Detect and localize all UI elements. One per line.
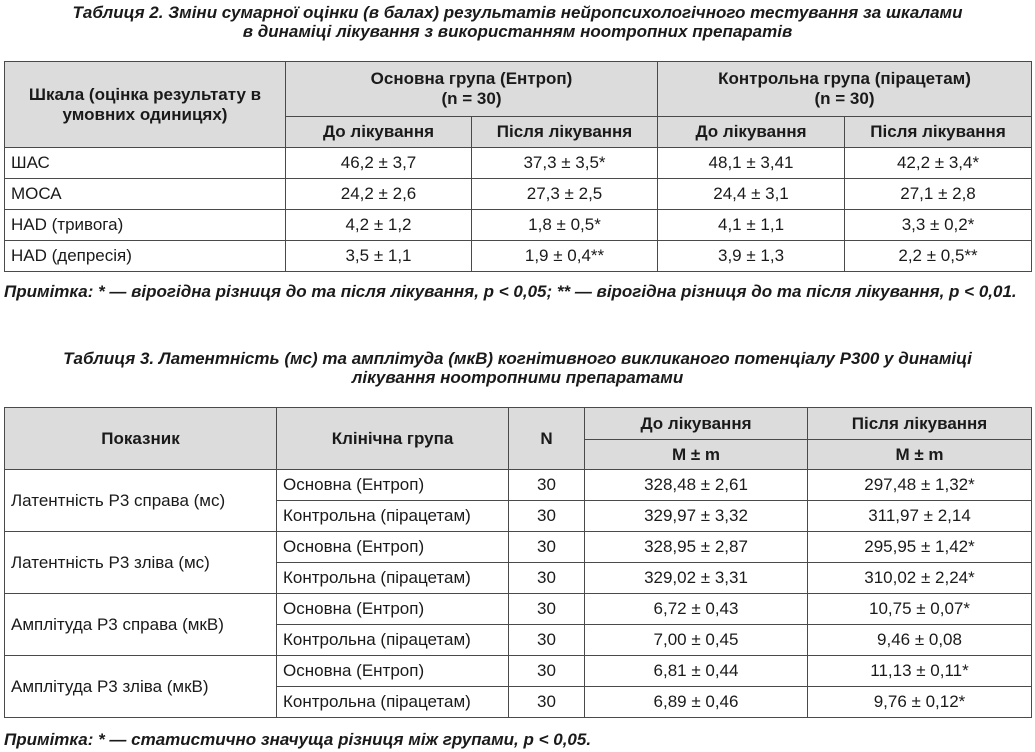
n-cell: 30: [509, 501, 585, 532]
table2-header-control-group-n: (n = 30): [814, 89, 875, 108]
n-cell: 30: [509, 687, 585, 718]
value-cell: 4,2 ± 1,2: [286, 210, 472, 241]
scale-cell: HAD (тривога): [5, 210, 286, 241]
scale-cell: HAD (депресія): [5, 241, 286, 272]
value-cell: 37,3 ± 3,5*: [472, 148, 658, 179]
table3-caption-line1: Таблиця 3. Латентність (мс) та амплітуда (мкВ) когнітивного викликаного потенціалу Р300 у динаміці: [63, 349, 972, 368]
value-cell: 3,9 ± 1,3: [658, 241, 845, 272]
value-cell: 328,95 ± 2,87: [585, 532, 808, 563]
table2-header-before: До лікування: [286, 117, 472, 148]
value-cell: 6,72 ± 0,43: [585, 594, 808, 625]
n-cell: 30: [509, 594, 585, 625]
table3-header-mm: M ± m: [585, 440, 808, 470]
table3-header-indicator: Показник: [5, 408, 277, 470]
table-row: [5, 594, 1032, 625]
table3-note: Примітка: * — статистично значуща різниця між групами, р < 0,05.: [4, 730, 592, 749]
value-cell: 46,2 ± 3,7: [286, 148, 472, 179]
value-cell: 9,46 ± 0,08: [808, 625, 1032, 656]
group-cell: Основна (Ентроп): [277, 470, 509, 501]
value-cell: 3,5 ± 1,1: [286, 241, 472, 272]
value-cell: 27,3 ± 2,5: [472, 179, 658, 210]
table3-header-after: Після лікування: [808, 408, 1032, 440]
value-cell: 7,00 ± 0,45: [585, 625, 808, 656]
value-cell: 311,97 ± 2,14: [808, 501, 1032, 532]
table3-header-before: До лікування: [585, 408, 808, 440]
value-cell: 48,1 ± 3,41: [658, 148, 845, 179]
table3-header-mm: M ± m: [808, 440, 1032, 470]
table2: [4, 61, 1032, 272]
table-row: [5, 241, 1032, 272]
value-cell: 1,9 ± 0,4**: [472, 241, 658, 272]
table-row: [5, 470, 1032, 501]
indicator-cell: Латентність Р3 зліва (мс): [5, 532, 277, 594]
indicator-cell: Латентність Р3 справа (мс): [5, 470, 277, 532]
indicator-cell: Амплітуда Р3 зліва (мкВ): [5, 656, 277, 718]
n-cell: 30: [509, 470, 585, 501]
group-cell: Контрольна (пірацетам): [277, 501, 509, 532]
value-cell: 3,3 ± 0,2*: [845, 210, 1032, 241]
n-cell: 30: [509, 656, 585, 687]
table3: [4, 407, 1032, 718]
scale-cell: ШАС: [5, 148, 286, 179]
group-cell: Основна (Ентроп): [277, 594, 509, 625]
table2-header-main-group-name: Основна група (Ентроп): [370, 69, 573, 88]
value-cell: 27,1 ± 2,8: [845, 179, 1032, 210]
group-cell: Контрольна (пірацетам): [277, 625, 509, 656]
group-cell: Основна (Ентроп): [277, 532, 509, 563]
value-cell: 10,75 ± 0,07*: [808, 594, 1032, 625]
n-cell: 30: [509, 563, 585, 594]
value-cell: 24,4 ± 3,1: [658, 179, 845, 210]
table2-header-after: Після лікування: [472, 117, 658, 148]
table2-header-control-group-name: Контрольна група (пірацетам): [718, 69, 971, 88]
value-cell: 328,48 ± 2,61: [585, 470, 808, 501]
value-cell: 310,02 ± 2,24*: [808, 563, 1032, 594]
value-cell: 329,02 ± 3,31: [585, 563, 808, 594]
table2-header-scale: Шкала (оцінка результату в умовних одиницях): [5, 62, 286, 148]
value-cell: 24,2 ± 2,6: [286, 179, 472, 210]
table-row: [5, 656, 1032, 687]
value-cell: 4,1 ± 1,1: [658, 210, 845, 241]
table2-caption-line1: Таблиця 2. Зміни сумарної оцінки (в балах) результатів нейропсихологічного тестування за шкалами: [72, 3, 963, 22]
n-cell: 30: [509, 625, 585, 656]
table2-caption-line2: в динаміці лікування з використанням ноотропних препаратів: [242, 22, 793, 41]
table2-header-main-group-n: (n = 30): [441, 89, 502, 108]
value-cell: 9,76 ± 0,12*: [808, 687, 1032, 718]
group-cell: Контрольна (пірацетам): [277, 687, 509, 718]
table3-header-n: N: [509, 408, 585, 470]
group-cell: Основна (Ентроп): [277, 656, 509, 687]
value-cell: 329,97 ± 3,32: [585, 501, 808, 532]
value-cell: 2,2 ± 0,5**: [845, 241, 1032, 272]
n-cell: 30: [509, 532, 585, 563]
table3-caption-line2: лікування ноотропними препаратами: [351, 368, 684, 387]
table2-header-before: До лікування: [658, 117, 845, 148]
scale-cell: МОСА: [5, 179, 286, 210]
table2-header-main-group: [286, 62, 658, 117]
group-cell: Контрольна (пірацетам): [277, 563, 509, 594]
table2-header-control-group: [658, 62, 1032, 117]
value-cell: 6,89 ± 0,46: [585, 687, 808, 718]
table3-caption: [4, 349, 1031, 387]
table-row: [5, 148, 1032, 179]
value-cell: 6,81 ± 0,44: [585, 656, 808, 687]
value-cell: 42,2 ± 3,4*: [845, 148, 1032, 179]
table2-caption: [4, 3, 1031, 41]
table-row: [5, 210, 1032, 241]
value-cell: 297,48 ± 1,32*: [808, 470, 1032, 501]
table3-header-group: Клінічна група: [277, 408, 509, 470]
value-cell: 1,8 ± 0,5*: [472, 210, 658, 241]
table2-header-after: Після лікування: [845, 117, 1032, 148]
value-cell: 11,13 ± 0,11*: [808, 656, 1032, 687]
table-row: [5, 532, 1032, 563]
value-cell: 295,95 ± 1,42*: [808, 532, 1032, 563]
table-row: [5, 179, 1032, 210]
indicator-cell: Амплітуда Р3 справа (мкВ): [5, 594, 277, 656]
table2-note: Примітка: * — вірогідна різниця до та після лікування, р < 0,05; ** — вірогідна різниця до та після лікування, р < 0,01.: [4, 282, 1017, 301]
